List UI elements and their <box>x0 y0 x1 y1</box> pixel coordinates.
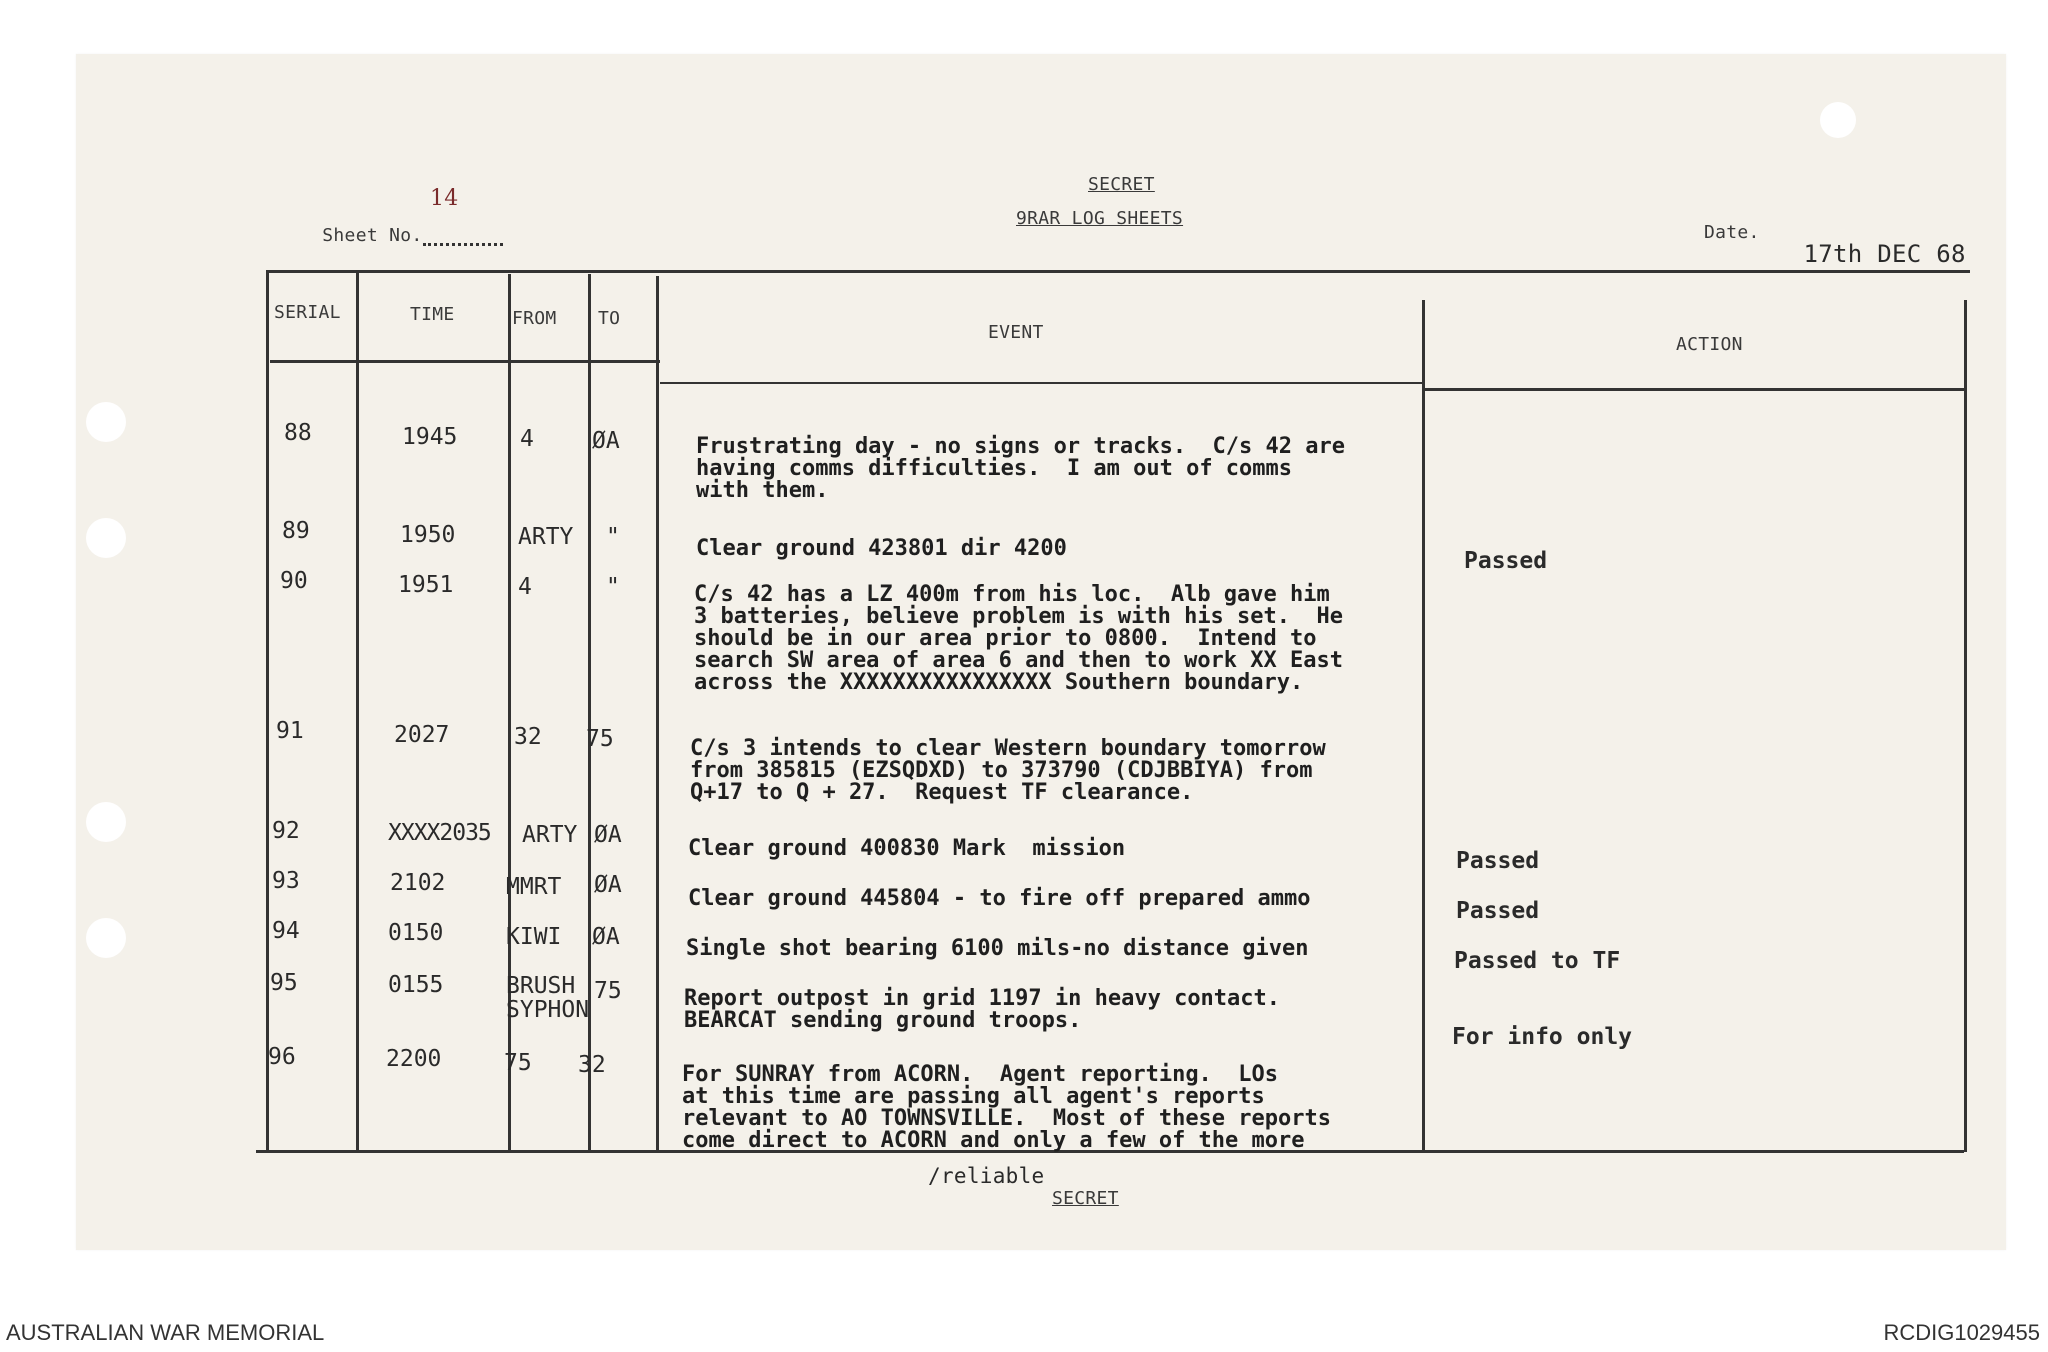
table-cell-time: 2200 <box>386 1046 442 1072</box>
punch-hole <box>86 518 126 558</box>
punch-hole <box>86 918 126 958</box>
table-cell-to: ØA <box>594 822 622 848</box>
sheet-label <box>300 200 503 246</box>
table-cell-event: Clear ground 400830 Mark mission <box>688 836 1126 861</box>
table-cell-time: 2102 <box>390 870 446 896</box>
classification-bottom: SECRET <box>1052 1188 1119 1209</box>
table-cell-time: XXXX2035 <box>388 820 491 846</box>
column-header-to: TO <box>598 308 621 329</box>
table-cell-event: For SUNRAY from ACORN. Agent reporting. LOs at this time are passing all agent's reports relevant to AO TOWNSVILLE. Most of these reports come direct to ACORN and only a few of the more <box>682 1062 1332 1153</box>
footer-source: AUSTRALIAN WAR MEMORIAL <box>6 1320 325 1345</box>
table-cell-serial: 91 <box>276 718 304 744</box>
table-cell-action: Passed <box>1464 548 1548 574</box>
footer-id: RCDIG1029455 <box>1883 1320 2040 1345</box>
table-top-border <box>266 270 1970 273</box>
table-cell-event: C/s 3 intends to clear Western boundary tomorrow from 385815 (EZSQDXD) to 373790 (CDJBBIYA) from Q+17 to Q + 27. Request TF clearance. <box>690 736 1326 805</box>
document-title: 9RAR LOG SHEETS <box>1016 208 1184 229</box>
table-cell-event: Single shot bearing 6100 mils-no distance given <box>686 936 1309 961</box>
table-cell-from: BRUSH SYPHON <box>506 973 590 1023</box>
table-cell-to: " <box>606 574 620 600</box>
table-cell-action: Passed <box>1456 898 1540 924</box>
table-cell-time: 0150 <box>388 920 444 946</box>
table-cell-action: Passed to TF <box>1454 948 1621 974</box>
table-cell-serial: 88 <box>284 420 312 446</box>
table-cell-serial: 92 <box>272 818 300 844</box>
table-cell-serial: 89 <box>282 518 310 544</box>
column-divider <box>1964 300 1967 1152</box>
table-cell-serial: 90 <box>280 568 308 594</box>
sheet-number: 14 <box>430 186 459 211</box>
table-cell-serial: 96 <box>268 1044 296 1070</box>
table-cell-from: MMRT <box>506 874 562 900</box>
table-cell-to: 75 <box>586 726 614 752</box>
table-cell-time: 1951 <box>398 572 454 598</box>
table-cell-from: 75 <box>504 1050 532 1076</box>
date-label: Date. <box>1704 222 1760 243</box>
header-divider-event <box>660 382 1422 384</box>
column-header-from: FROM <box>512 308 557 329</box>
punch-hole <box>86 402 126 442</box>
table-cell-serial: 94 <box>272 918 300 944</box>
table-cell-to: ØA <box>592 924 620 950</box>
table-cell-to: " <box>606 524 620 550</box>
table-cell-to: ØA <box>594 872 622 898</box>
table-cell-action: For info only <box>1452 1024 1633 1050</box>
table-cell-event: Report outpost in grid 1197 in heavy contact. BEARCAT sending ground troops. <box>684 986 1281 1033</box>
continuation-text: /reliable <box>928 1164 1045 1188</box>
table-cell-event: Clear ground 423801 dir 4200 <box>696 536 1067 561</box>
table-cell-serial: 93 <box>272 868 300 894</box>
header-divider-action <box>1424 388 1966 391</box>
punch-hole <box>1820 102 1856 138</box>
table-cell-event: C/s 42 has a LZ 400m from his loc. Alb gave him 3 batteries, believe problem is with his set. He should be in our area prior to 0800. Intend to search SW area of area 6 and then to work XX East across the XXXXXXXXXXXXXXXX Southern boundary. <box>694 582 1344 695</box>
table-cell-from: 4 <box>520 426 534 452</box>
column-divider <box>356 272 359 1152</box>
column-divider <box>1422 300 1425 1152</box>
column-header-event: EVENT <box>988 322 1044 343</box>
table-cell-serial: 95 <box>270 970 298 996</box>
table-cell-time: 1945 <box>402 424 458 450</box>
table-cell-from: ARTY <box>522 822 578 848</box>
table-cell-from: 32 <box>514 724 542 750</box>
table-cell-time: 0155 <box>388 972 444 998</box>
column-header-serial: SERIAL <box>274 302 341 323</box>
column-header-time: TIME <box>410 304 455 325</box>
date-value-text: 17th DEC 68 <box>1804 240 1966 273</box>
table-cell-event: Clear ground 445804 - to fire off prepared ammo <box>688 886 1311 911</box>
table-cell-from: KIWI <box>506 924 562 950</box>
table-cell-to: 32 <box>578 1052 606 1078</box>
table-cell-time: 1950 <box>400 522 456 548</box>
table-cell-to: ØA <box>592 428 620 454</box>
table-cell-event: Frustrating day - no signs or tracks. C/s 42 are having comms difficulties. I am out of comms with them. <box>696 434 1346 503</box>
table-cell-action: Passed <box>1456 848 1540 874</box>
column-divider <box>656 276 659 1152</box>
table-cell-from: ARTY <box>518 524 574 550</box>
sheet-dots <box>423 221 503 246</box>
classification-top: SECRET <box>1088 174 1155 195</box>
column-divider <box>266 270 269 1152</box>
column-header-action: ACTION <box>1676 334 1743 355</box>
header-divider-left <box>270 360 660 363</box>
date-value <box>1774 212 1966 268</box>
punch-hole <box>86 802 126 842</box>
table-cell-to: 75 <box>594 978 622 1004</box>
table-cell-time: 2027 <box>394 722 450 748</box>
sheet-label-text: Sheet No. <box>322 225 423 246</box>
table-cell-from: 4 <box>518 574 532 600</box>
